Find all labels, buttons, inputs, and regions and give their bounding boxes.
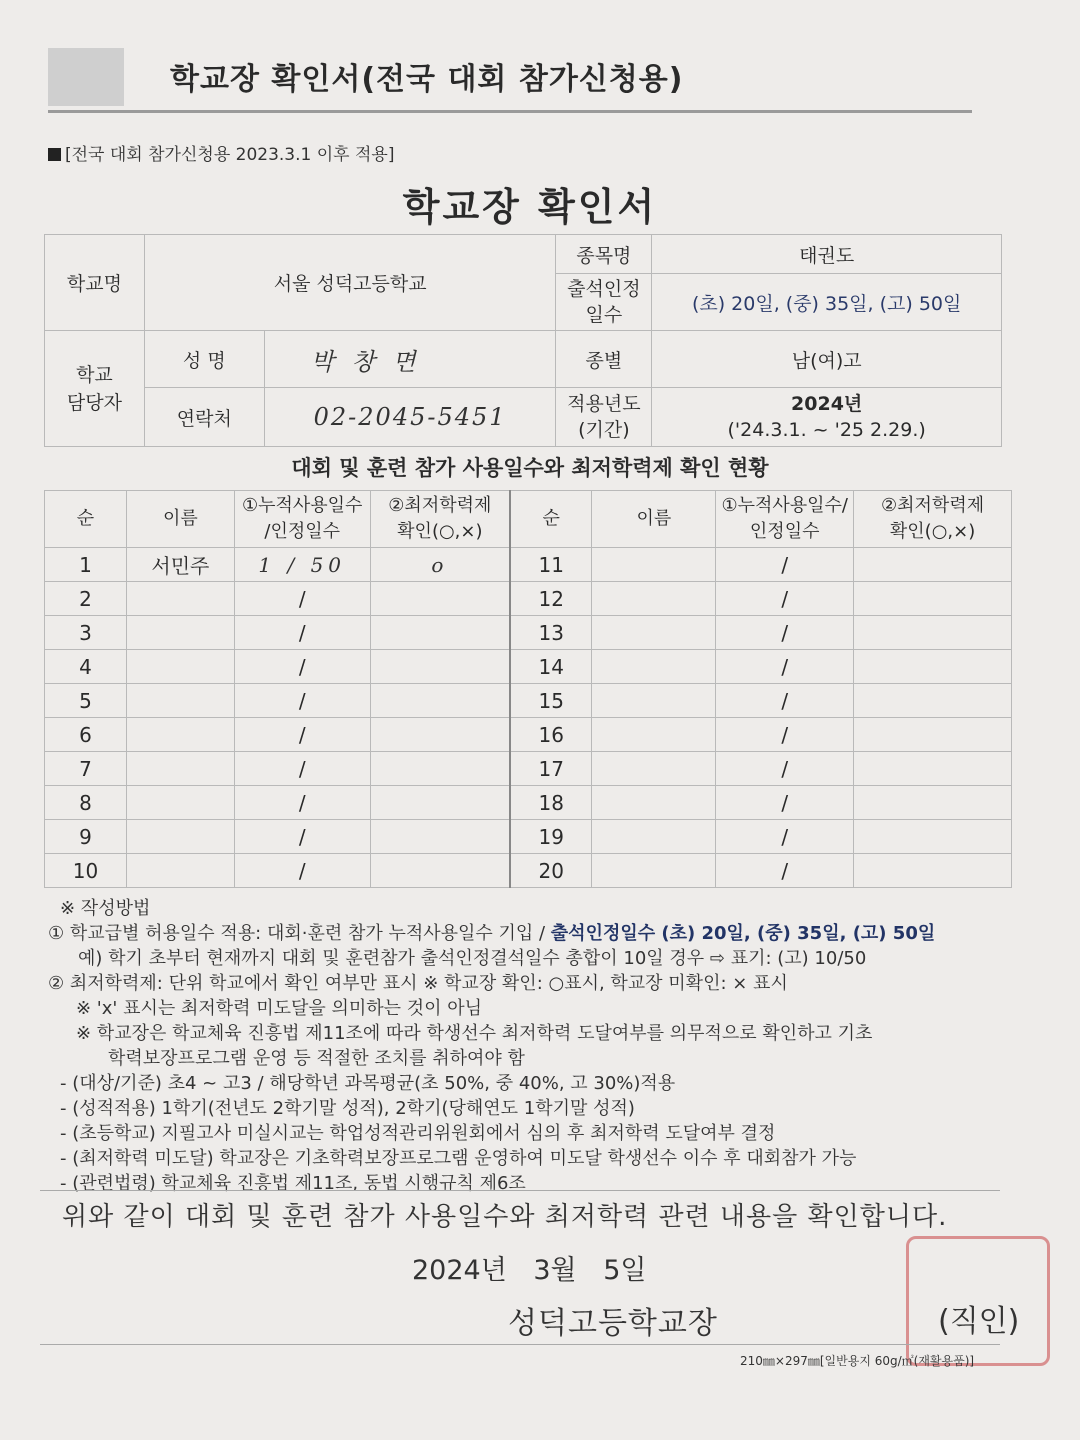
row-name (126, 786, 234, 820)
row-name (126, 752, 234, 786)
row-number: 17 (510, 752, 592, 786)
row-check (370, 616, 510, 650)
row-days: / (234, 820, 370, 854)
confirmation-text: 위와 같이 대회 및 훈련 참가 사용일수와 최저학력 관련 내용을 확인합니다. (62, 1202, 948, 1232)
square-bullet-icon (48, 148, 61, 161)
row-days: / (716, 752, 854, 786)
row-check (854, 616, 1012, 650)
row-number: 4 (45, 650, 127, 684)
table-row (45, 548, 1012, 582)
usage-header-row (45, 491, 1012, 548)
header-days-right: ①누적사용일수/ 인정일수 (716, 491, 854, 548)
header-check: ②최저학력제 확인(○,×) (370, 491, 510, 548)
name-value: 박 창 면 (264, 331, 556, 388)
row-number: 12 (510, 582, 592, 616)
table-row (45, 616, 1012, 650)
row-check (370, 650, 510, 684)
row-number: 6 (45, 718, 127, 752)
row-number: 9 (45, 820, 127, 854)
document-title: 학교장 확인서 (402, 185, 658, 229)
row-name (592, 786, 716, 820)
row-number: 10 (45, 854, 127, 888)
instruction-item-1 (48, 921, 1028, 946)
row-days: / (716, 854, 854, 888)
row-name (592, 548, 716, 582)
row-name (126, 616, 234, 650)
sport-label: 종목명 (556, 235, 652, 274)
row-name: 서민주 (126, 548, 234, 582)
row-check (854, 684, 1012, 718)
form-header (48, 48, 972, 113)
row-check (370, 752, 510, 786)
row-number: 1 (45, 548, 127, 582)
divider-line (40, 1190, 1000, 1191)
type-value: 남(여)고 (652, 331, 1002, 388)
attendance-value: (초) 20일, (중) 35일, (고) 50일 (652, 274, 1002, 331)
row-days: / (234, 786, 370, 820)
period-value: ('24.3.1. ~ '25 2.29.) (727, 419, 926, 441)
row-number: 14 (510, 650, 592, 684)
instructions (48, 896, 1028, 1196)
header-block (48, 48, 124, 106)
principal-name: 성덕고등학교장 (508, 1306, 718, 1341)
row-name (126, 820, 234, 854)
table-row (45, 684, 1012, 718)
row-days: / (234, 582, 370, 616)
instruction-bullet: - (관련법령) 학교체육 진흥법 제11조, 동법 시행규칙 제6조 (60, 1173, 526, 1194)
row-days: / (234, 718, 370, 752)
row-days: / (716, 786, 854, 820)
table-row (45, 650, 1012, 684)
table-row (45, 854, 1012, 888)
row-number: 19 (510, 820, 592, 854)
instruction-bullet: - (성적적용) 1학기(전년도 2학기말 성적), 2학기(당해연도 1학기말 성적) (60, 1098, 635, 1119)
row-name (592, 616, 716, 650)
header-name-right: 이름 (592, 491, 716, 548)
row-check (370, 786, 510, 820)
instruction-item-1-prefix: ① 학교급별 허용일수 적용: 대회·훈련 참가 누적사용일수 기입 / (48, 923, 551, 944)
contact-person-label: 학교 담당자 (45, 331, 145, 447)
row-number: 16 (510, 718, 592, 752)
row-check (370, 854, 510, 888)
row-days: / (234, 616, 370, 650)
row-name (592, 854, 716, 888)
row-check (854, 718, 1012, 752)
row-name (592, 820, 716, 854)
row-name (592, 582, 716, 616)
instruction-item-1-example: 예) 학기 초부터 현재까지 대회 및 훈련참가 출석인정결석일수 총합이 10일 경우 ⇨ 표기: (고) 10/50 (78, 948, 867, 969)
sport-value: 태권도 (652, 235, 1002, 274)
instruction-item-1-bold: 출석인정일수 (초) 20일, (중) 35일, (고) 50일 (550, 923, 936, 944)
year-cell (652, 388, 1002, 447)
school-label: 학교명 (45, 235, 145, 331)
instruction-item-2: ② 최저학력제: 단위 학교에서 확인 여부만 표시 ※ 학교장 확인: ○표시, 학교장 미확인: × 표시 (48, 973, 788, 994)
form-subnote (48, 140, 394, 165)
row-number: 7 (45, 752, 127, 786)
row-check (854, 854, 1012, 888)
row-number: 20 (510, 854, 592, 888)
row-name (126, 684, 234, 718)
row-check (854, 650, 1012, 684)
attendance-label: 출석인정 일수 (556, 274, 652, 331)
row-number: 8 (45, 786, 127, 820)
instruction-bullet: - (대상/기준) 초4 ~ 고3 / 해당학년 과목평균(초 50%, 중 40%, 고 30%)적용 (60, 1073, 676, 1094)
school-value: 서울 성덕고등학교 (144, 235, 556, 331)
phone-value: 02-2045-5451 (264, 388, 556, 447)
row-name (126, 650, 234, 684)
name-label: 성 명 (144, 331, 264, 388)
row-name (592, 752, 716, 786)
row-check (854, 548, 1012, 582)
row-check (854, 786, 1012, 820)
header-no-right: 순 (510, 491, 592, 548)
row-name (126, 582, 234, 616)
row-days: / (234, 752, 370, 786)
row-check (370, 684, 510, 718)
row-days: / (234, 854, 370, 888)
row-days: / (234, 650, 370, 684)
table-row (45, 786, 1012, 820)
info-table (44, 234, 1002, 447)
row-days: 1 / 50 (234, 548, 370, 582)
subnote-text: [전국 대회 참가신청용 2023.3.1 이후 적용] (65, 145, 395, 165)
bottom-divider-line (40, 1344, 1000, 1345)
instruction-note-2: ※ 학교장은 학교체육 진흥법 제11조에 따라 학생선수 최저학력 도달여부를 의무적으로 확인하고 기초 (76, 1023, 873, 1044)
row-check (854, 582, 1012, 616)
instruction-note-1: ※ 'x' 표시는 최저학력 미도달을 의미하는 것이 아님 (76, 998, 483, 1019)
row-name (126, 718, 234, 752)
instruction-bullet: - (최저학력 미도달) 학교장은 기초학력보장프로그램 운영하여 미도달 학생선수 이수 후 대회참가 가능 (60, 1148, 857, 1169)
header-check-right: ②최저학력제 확인(○,×) (854, 491, 1012, 548)
row-days: / (716, 616, 854, 650)
instruction-note-2-cont: 학력보장프로그램 운영 등 적절한 조치를 취하여야 함 (108, 1048, 525, 1069)
row-check (854, 752, 1012, 786)
row-check (370, 718, 510, 752)
row-number: 18 (510, 786, 592, 820)
row-number: 2 (45, 582, 127, 616)
form-header-title: 학교장 확인서(전국 대회 참가신청용) (170, 62, 684, 97)
row-days: / (716, 718, 854, 752)
phone-label: 연락처 (144, 388, 264, 447)
instruction-bullet: - (초등학교) 지필고사 미실시교는 학업성적관리위원회에서 심의 후 최저학력 도달여부 결정 (60, 1123, 776, 1144)
instructions-heading: ※ 작성방법 (60, 898, 151, 919)
year-label: 적용년도 (기간) (556, 388, 652, 447)
row-days: / (716, 582, 854, 616)
usage-table (44, 490, 1012, 888)
table-row (45, 582, 1012, 616)
table-row (45, 752, 1012, 786)
row-number: 15 (510, 684, 592, 718)
row-name (592, 718, 716, 752)
section-title: 대회 및 훈련 참가 사용일수와 최저학력제 확인 현황 (291, 456, 769, 480)
paper-spec: 210㎜×297㎜[일반용지 60g/㎡(재활용품)] (740, 1354, 975, 1368)
row-days: / (716, 548, 854, 582)
row-number: 13 (510, 616, 592, 650)
row-days: / (234, 684, 370, 718)
header-no: 순 (45, 491, 127, 548)
row-days: / (716, 820, 854, 854)
header-days: ①누적사용일수 /인정일수 (234, 491, 370, 548)
header-name: 이름 (126, 491, 234, 548)
row-check: o (370, 548, 510, 582)
row-days: / (716, 684, 854, 718)
seal-label: (직인) (938, 1304, 1020, 1339)
table-row (45, 718, 1012, 752)
row-name (126, 854, 234, 888)
row-days: / (716, 650, 854, 684)
table-row (45, 820, 1012, 854)
row-number: 11 (510, 548, 592, 582)
row-name (592, 684, 716, 718)
row-check (370, 820, 510, 854)
year-value: 2024년 (791, 393, 863, 415)
document-date: 2024년 3월 5일 (412, 1255, 647, 1286)
row-check (854, 820, 1012, 854)
row-check (370, 582, 510, 616)
row-number: 5 (45, 684, 127, 718)
type-label: 종별 (556, 331, 652, 388)
row-number: 3 (45, 616, 127, 650)
row-name (592, 650, 716, 684)
